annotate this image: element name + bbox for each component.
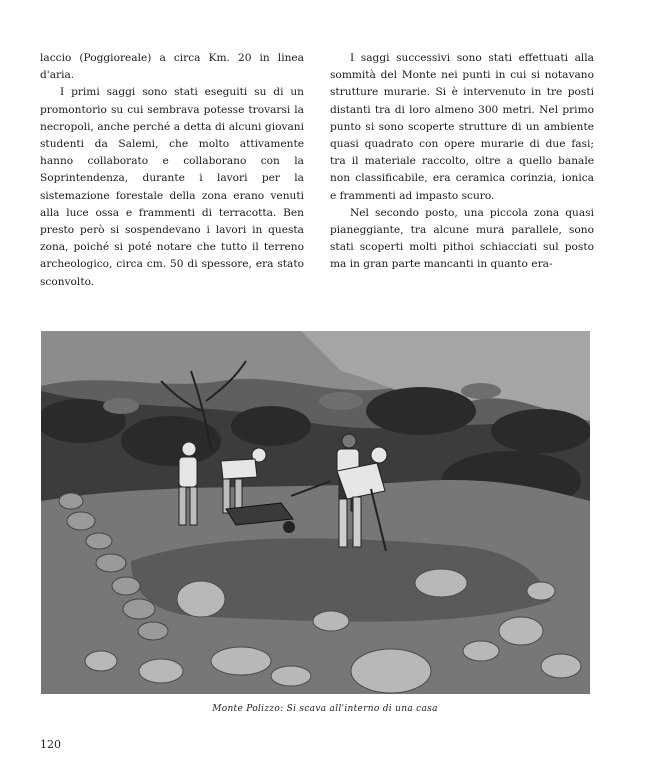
page-number: 120 xyxy=(40,738,61,751)
left-paragraph-2: I primi saggi sono stati eseguiti su di un promontorio su cui sembrava potesse trovarsi la necropoli, anche perché a detta di alcuni giovani studenti da Salemi, che molto attivamente hanno collaborato e collaborano con la Soprintendenza, durante i lavori per la sistemazione forestale della zona erano venuti alla luce ossa e frammenti di terracotta. Ben presto però si sospendevano i lavori in questa zona, poiché si poté notare che tutto il terreno archeologico, circa cm. 50 di spessore, era stato sconvolto. xyxy=(40,86,304,288)
left-text-column xyxy=(40,50,304,291)
left-paragraph-1: laccio (Poggioreale) a circa Km. 20 in linea d'aria. xyxy=(40,52,304,82)
right-text-column xyxy=(330,50,594,274)
photo-caption: Monte Polizzo: Si scava all'interno di una casa xyxy=(212,704,438,714)
right-paragraph-2: Nel secondo posto, una piccola zona quasi pianeggiante, tra alcune mura parallele, sono stati scoperti molti pithoi schiacciati sul posto ma in gran parte mancanti in quanto era- xyxy=(330,206,594,271)
right-paragraph-1: I saggi successivi sono stati effettuati alla sommità del Monte nei punti in cui si notavano strutture murarie. Si è intervenuto in tre posti distanti tra di loro almeno 300 metri. Nel primo punto si sono scoperte strutture di un ambiente quasi quadrato con opere murarie di due fasi; tra il materiale raccolto, oltre a quello banale non classificabile, era ceramica corinzia, ionica e frammenti ad impasto scuro. xyxy=(330,52,594,202)
excavation-photo xyxy=(41,331,590,694)
